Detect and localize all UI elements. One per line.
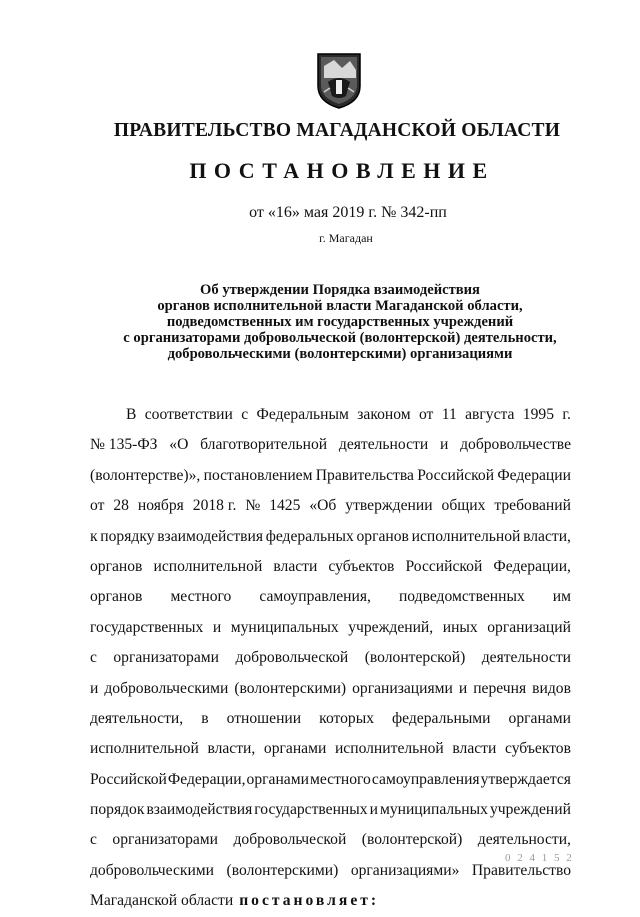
body-word: власти (273, 557, 318, 575)
body-word: Федерации (497, 466, 571, 484)
body-word: взаимодействия (146, 801, 253, 819)
page-stamp: 0 2 4 1 5 2 (505, 852, 574, 864)
body-word: утверждении (345, 497, 433, 515)
body-word: и (458, 679, 468, 697)
body-word: порядок (90, 801, 145, 819)
body-word: организациями (352, 679, 453, 697)
body-word: 1425 (269, 497, 301, 515)
body-word: 2018 г. (192, 497, 237, 515)
body-word: добровольческой (235, 649, 349, 667)
body-word: организаций (487, 618, 571, 636)
body-line (90, 734, 571, 764)
body-line (90, 825, 571, 855)
body-word: органами (508, 709, 571, 727)
body-line (90, 552, 571, 582)
body-word: и (439, 436, 449, 454)
body-word: «О (169, 436, 189, 454)
body-word: Федерации, (493, 557, 571, 575)
body-word: муниципальных (230, 618, 339, 636)
body-word: отношении (226, 709, 302, 727)
body-line (90, 400, 571, 430)
body-word: соответствии (144, 406, 233, 423)
closing-line (90, 886, 571, 916)
document-body (90, 400, 571, 917)
body-word: требований (494, 497, 571, 515)
body-word: к (90, 527, 98, 545)
body-word: федеральных (265, 527, 354, 545)
body-line (90, 856, 571, 886)
body-word: Правительства (315, 466, 414, 484)
document-date-number: от «16» мая 2019 г. № 342-пп (249, 204, 447, 221)
body-word: (волонтерстве)», (90, 466, 201, 484)
title-line: Об утверждении Порядка взаимодействия (200, 282, 480, 298)
body-word: органов (90, 557, 143, 575)
body-word: (волонтерской) (361, 831, 463, 849)
body-word: Российской (417, 466, 495, 484)
body-word: организаторами (112, 831, 219, 849)
body-line (90, 522, 571, 552)
body-line (90, 613, 571, 643)
body-word: исполнительной (334, 740, 444, 758)
body-word: самоуправления, (259, 588, 371, 606)
body-word: деятельности, (477, 831, 571, 849)
body-word: организаторами (113, 649, 219, 667)
body-word: от (90, 497, 105, 515)
body-word: органами (263, 740, 327, 758)
body-word: Российской (405, 557, 483, 575)
body-word: деятельности, (90, 709, 184, 727)
body-word: «Об (309, 497, 337, 515)
body-word: подведомственных (398, 588, 525, 606)
body-line (90, 643, 571, 673)
body-word: взаимодействия (157, 527, 264, 545)
body-word: которых (319, 709, 375, 727)
body-word: добровольческими (104, 679, 229, 697)
body-word: (волонтерской) (364, 649, 466, 667)
body-word: (волонтерскими) (226, 861, 339, 879)
body-word: иных (442, 618, 478, 636)
body-word: органов (356, 527, 409, 545)
body-word: субъектов (504, 740, 571, 758)
body-word: г. (562, 406, 571, 423)
body-word: деятельности (338, 436, 429, 454)
organization-name: ПРАВИТЕЛЬСТВО МАГАДАНСКОЙ ОБЛАСТИ (113, 120, 561, 141)
body-word: и (369, 801, 378, 819)
body-word: благотворительной (200, 436, 328, 454)
body-line (90, 765, 571, 795)
body-word: субъектов (328, 557, 395, 575)
body-word: и (212, 618, 222, 636)
body-word: и (90, 679, 99, 697)
body-word: самоуправления (371, 770, 480, 788)
title-line: органов исполнительной власти Магаданской области, (157, 298, 523, 314)
body-word: с (90, 649, 97, 667)
body-line (90, 674, 571, 704)
body-word: исполнительной (153, 557, 263, 575)
body-line (90, 795, 571, 825)
body-word: перечня (473, 679, 527, 697)
body-word: Федерации, (167, 770, 246, 788)
body-word: учреждений, (348, 618, 434, 636)
body-word: им (552, 588, 571, 606)
body-word: власти (452, 740, 497, 758)
body-word: № (245, 497, 261, 515)
title-line: подведомственных им государственных учреждений (166, 314, 514, 330)
title-line: с организаторами добровольческой (волонтерской) деятельности, (123, 330, 557, 346)
coat-of-arms-icon (316, 52, 362, 110)
body-word: законом (357, 406, 411, 423)
body-line (90, 461, 571, 491)
body-word: органов (90, 588, 143, 606)
body-word: федеральными (392, 709, 491, 727)
body-word: 1995 (522, 406, 554, 423)
body-line (90, 582, 571, 612)
body-word: государственных (254, 801, 368, 819)
body-word: Федеральным (256, 406, 349, 423)
body-word: № 135-ФЗ (90, 436, 158, 454)
body-word: учреждений (489, 801, 571, 819)
body-word: 11 (441, 406, 457, 423)
body-word: с (241, 406, 249, 423)
body-word: государственных (90, 618, 204, 636)
body-word: добровольческими (90, 861, 215, 879)
body-word: видов (532, 679, 571, 697)
body-word: (волонтерскими) (234, 679, 347, 697)
body-word: добровольческой (233, 831, 347, 849)
body-word: утверждается (480, 770, 571, 788)
body-word: исполнительной (90, 740, 199, 758)
title-line: добровольческими (волонтерскими) организациями (167, 346, 513, 362)
body-word: органами (246, 770, 309, 788)
body-line (90, 704, 571, 734)
body-word: порядку (100, 527, 155, 545)
body-word: ноября (137, 497, 184, 515)
body-word: В (126, 406, 137, 423)
body-word: деятельности (481, 649, 571, 667)
document-type: ПОСТАНОВЛЕНИЕ (189, 158, 495, 183)
body-word: 28 (113, 497, 129, 515)
body-line (90, 430, 571, 460)
body-word: власти, (207, 740, 256, 758)
body-word: местного (170, 588, 232, 606)
body-line (90, 491, 571, 521)
body-word: с (90, 831, 97, 849)
body-word: власти, (523, 527, 571, 545)
body-word: местного (309, 770, 371, 788)
body-word: Российской (90, 770, 167, 788)
closing-text: Магаданской области (90, 892, 234, 910)
closing-emphasis: постановляет: (239, 892, 380, 910)
body-word: августа (465, 406, 515, 423)
body-word: от (418, 406, 434, 423)
body-word: муниципальных (379, 801, 488, 819)
body-word: организациями» (350, 861, 460, 879)
document-title (110, 282, 570, 362)
body-word: исполнительной (411, 527, 521, 545)
body-word: постановлением (203, 466, 313, 484)
document-city: г. Магадан (319, 231, 373, 245)
body-word: добровольчестве (460, 436, 571, 454)
body-word: Правительство (471, 861, 571, 879)
body-word: общих (441, 497, 486, 515)
body-word: в (201, 709, 209, 727)
